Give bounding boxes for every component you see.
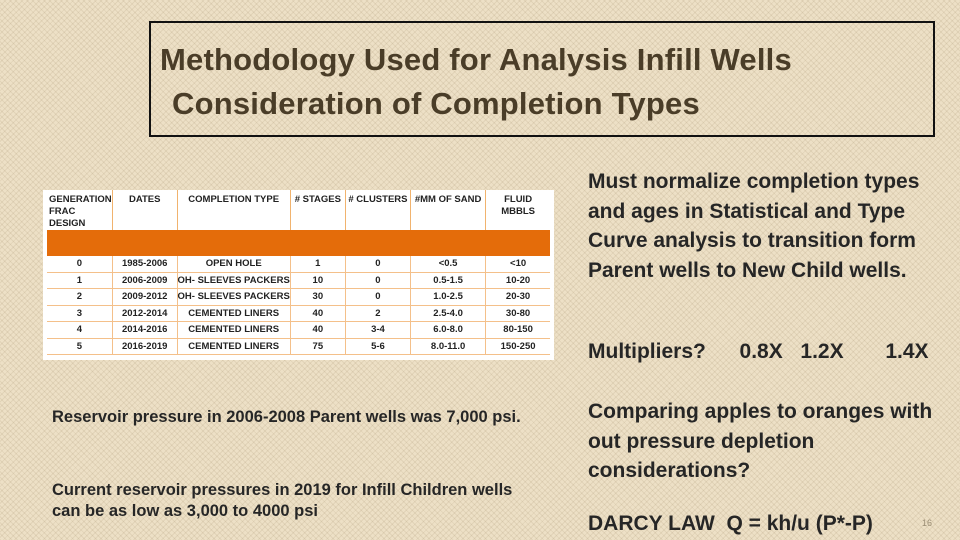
table-cell: 1: [290, 256, 345, 272]
table-cell: 150-250: [486, 338, 550, 355]
table-cell: 0: [345, 289, 410, 306]
table-row: [47, 256, 550, 272]
header-fluid: FLUID MBBLS: [501, 194, 535, 217]
header-clusters: # CLUSTERS: [345, 190, 410, 230]
table-cell: 30-80: [486, 305, 550, 322]
slide-title-line-2: Consideration of Completion Types: [172, 86, 700, 121]
table-cell: OPEN HOLE: [177, 256, 290, 272]
header-completion-type: COMPLETION TYPE: [177, 190, 290, 230]
table-row: [47, 322, 550, 339]
multiplier-value: 1.4X: [885, 340, 929, 363]
table-cell: 0: [47, 256, 112, 272]
table-cell: 2009-2012: [112, 289, 177, 306]
table-cell: 3-4: [345, 322, 410, 339]
table-cell: 2: [47, 289, 112, 306]
reservoir-pressure-paragraph: Reservoir pressure in 2006-2008 Parent wells was 7,000 psi.: [52, 408, 521, 426]
table-cell: 2014-2016: [112, 322, 177, 339]
multipliers-line: [588, 340, 929, 364]
table-row: [47, 272, 550, 289]
header-stages: # STAGES: [290, 190, 345, 230]
current-pressure-paragraph: Current reservoir pressures in 2019 for Infill Children wells can be as low as 3,000 to 4000 psi: [52, 481, 513, 520]
table-row: [47, 289, 550, 306]
table-cell: <0.5: [411, 256, 486, 272]
completion-types-table: [43, 190, 554, 360]
slide-title-line-1: Methodology Used for Analysis Infill Wells: [160, 42, 792, 77]
table-cell: 80-150: [486, 322, 550, 339]
comparing-paragraph: Comparing apples to oranges with out pressure depletion considerations?: [588, 400, 933, 482]
table-row: [47, 338, 550, 355]
table-cell: 4: [47, 322, 112, 339]
table-cell: 2.5-4.0: [411, 305, 486, 322]
table-cell: 10: [290, 272, 345, 289]
table-cell: CEMENTED LINERS: [177, 305, 290, 322]
table-cell: 1: [47, 272, 112, 289]
multiplier-value: 1.2X: [800, 340, 844, 363]
header-sand: #MM OF SAND: [411, 190, 486, 230]
table-cell: 5-6: [345, 338, 410, 355]
header-dates: DATES: [112, 190, 177, 230]
table-cell: 2016-2019: [112, 338, 177, 355]
table-cell: 6.0-8.0: [411, 322, 486, 339]
table-cell: 1985-2006: [112, 256, 177, 272]
table-row: [47, 305, 550, 322]
table-cell: 8.0-11.0: [411, 338, 486, 355]
multipliers-label: Multipliers?: [588, 340, 706, 363]
table-cell: 5: [47, 338, 112, 355]
table-cell: 1.0-2.5: [411, 289, 486, 306]
multiplier-value: 0.8X: [739, 340, 783, 363]
table-cell: 40: [290, 322, 345, 339]
table-cell: 2006-2009: [112, 272, 177, 289]
table-cell: 75: [290, 338, 345, 355]
table-cell: 0: [345, 272, 410, 289]
table-cell: <10: [486, 256, 550, 272]
completion-table: [47, 190, 550, 355]
slide-number: 16: [922, 518, 933, 528]
table-cell: 2: [345, 305, 410, 322]
table-cell: 3: [47, 305, 112, 322]
table-cell: 30: [290, 289, 345, 306]
table-cell: 0.5-1.5: [411, 272, 486, 289]
table-cell: 40: [290, 305, 345, 322]
table-cell: CEMENTED LINERS: [177, 338, 290, 355]
darcy-law-line: DARCY LAW Q = kh/u (P*-P): [588, 512, 873, 535]
normalize-paragraph: Must normalize completion types and ages in Statistical and Type Curve analysis to transition form Parent wells to New Child wells.: [588, 170, 920, 282]
header-generation: GENERATION FRAC DESIGN: [47, 190, 112, 230]
table-cell: 2012-2014: [112, 305, 177, 322]
table-cell: 10-20: [486, 272, 550, 289]
table-cell: 0: [345, 256, 410, 272]
table-cell: OH- SLEEVES PACKERS: [177, 272, 290, 289]
table-cell: 20-30: [486, 289, 550, 306]
table-cell: OH- SLEEVES PACKERS: [177, 289, 290, 306]
table-header-row: [47, 190, 550, 230]
table-top-band: [47, 230, 550, 242]
table-cell: CEMENTED LINERS: [177, 322, 290, 339]
table-mid-band: [47, 242, 550, 256]
